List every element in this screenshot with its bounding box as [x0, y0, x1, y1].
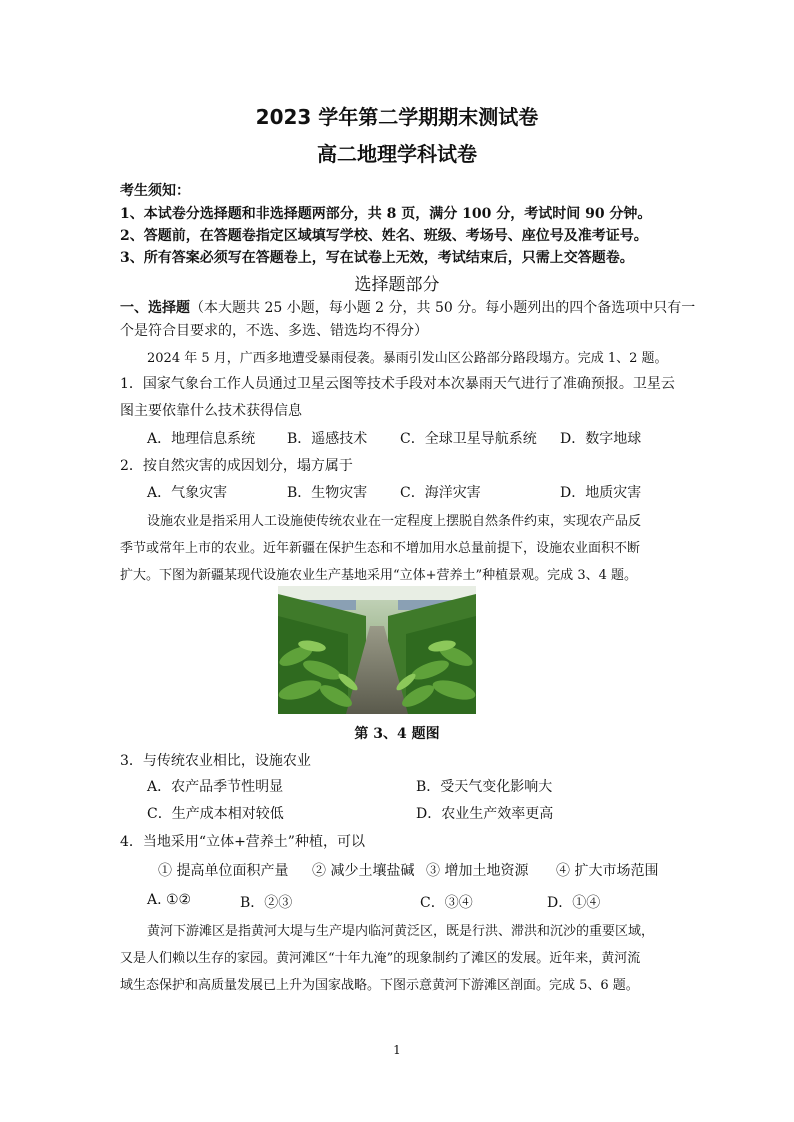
option-d: D．农业生产效率更高 [416, 806, 554, 822]
question-3: 3．与传统农业相比，设施农业 [120, 753, 311, 769]
greenhouse-photo [278, 586, 476, 714]
option-a: A．农产品季节性明显 [147, 779, 284, 795]
option-b: B．遥感技术 [287, 431, 368, 447]
part-heading-bold: 一、选择题 [120, 300, 190, 316]
part-heading [120, 297, 695, 317]
option-a: A. ①② [147, 892, 192, 908]
notice-item: 2、答题前，在答题卷指定区域填写学校、姓名、班级、考场号、座位号及准考证号。 [120, 228, 648, 244]
greenhouse-illustration [278, 586, 476, 714]
figure-caption: 第 3、4 题图 [354, 726, 440, 742]
option-b: B．②③ [240, 895, 293, 911]
question-stem: 域生态保护和高质量发展已上升为国家战略。下图示意黄河下游滩区剖面。完成 5、6 题。 [120, 978, 639, 993]
question-1: 1．国家气象台工作人员通过卫星云图等技术手段对本次暴雨天气进行了准确预报。卫星云 [120, 376, 675, 392]
page-number: 1 [393, 1043, 401, 1057]
option-a: A．气象灾害 [147, 485, 228, 501]
part-heading-line2: 个是符合目要求的，不选、多选、错选均不得分） [120, 323, 428, 339]
section-title: 选择题部分 [354, 275, 440, 295]
question-stem: 黄河下游滩区是指黄河大堤与生产堤内临河黄泛区，既是行洪、滞洪和沉沙的重要区域， [147, 924, 655, 939]
part-heading-text: （本大题共 25 小题，每小题 2 分，共 50 分。每小题列出的四个备选项中只有一 [190, 300, 696, 316]
question-stem: 又是人们赖以生存的家园。黄河滩区“十年九淹”的现象制约了滩区的发展。近年来，黄河流 [120, 951, 641, 966]
option-c: C．全球卫星导航系统 [400, 431, 537, 447]
statement: ③ 增加土地资源 [426, 863, 529, 879]
option-d: D．地质灾害 [560, 485, 642, 501]
exam-subtitle: 高二地理学科试卷 [317, 142, 477, 166]
question-stem: 季节或常年上市的农业。近年新疆在保护生态和不增加用水总量前提下，设施农业面积不断 [120, 541, 641, 556]
option-a: A．地理信息系统 [147, 431, 256, 447]
option-c: C．海洋灾害 [400, 485, 481, 501]
question-2: 2．按自然灾害的成因划分，塌方属于 [120, 458, 353, 474]
option-d: D．①④ [547, 895, 601, 911]
option-c: C．生产成本相对较低 [147, 806, 284, 822]
notice-item: 1、本试卷分选择题和非选择题两部分，共 8 页，满分 100 分，考试时间 90 分钟。 [120, 206, 652, 222]
question-stem: 扩大。下图为新疆某现代设施农业生产基地采用“立体+营养土”种植景观。完成 3、4 题。 [120, 568, 637, 583]
statement: ④ 扩大市场范围 [556, 863, 659, 879]
question-stem: 2024 年 5 月，广西多地遭受暴雨侵袭。暴雨引发山区公路部分路段塌方。完成 1、2 题。 [147, 351, 668, 366]
exam-title: 2023 学年第二学期期末测试卷 [255, 105, 539, 129]
option-c: C．③④ [420, 895, 473, 911]
statement: ① 提高单位面积产量 [158, 863, 289, 879]
option-b: B．生物灾害 [287, 485, 368, 501]
option-d: D．数字地球 [560, 431, 642, 447]
notice-item: 3、所有答案必须写在答题卷上，写在试卷上无效，考试结束后，只需上交答题卷。 [120, 250, 634, 266]
notice-heading: 考生须知： [120, 183, 190, 199]
question-stem: 设施农业是指采用人工设施使传统农业在一定程度上摆脱自然条件约束，实现农产品反 [147, 514, 642, 529]
statement: ② 减少土壤盐碱 [312, 863, 415, 879]
option-b: B．受天气变化影响大 [416, 779, 553, 795]
question-1-line2: 图主要依靠什么技术获得信息 [120, 403, 302, 419]
question-4: 4．当地采用“立体+营养土”种植，可以 [120, 834, 365, 850]
